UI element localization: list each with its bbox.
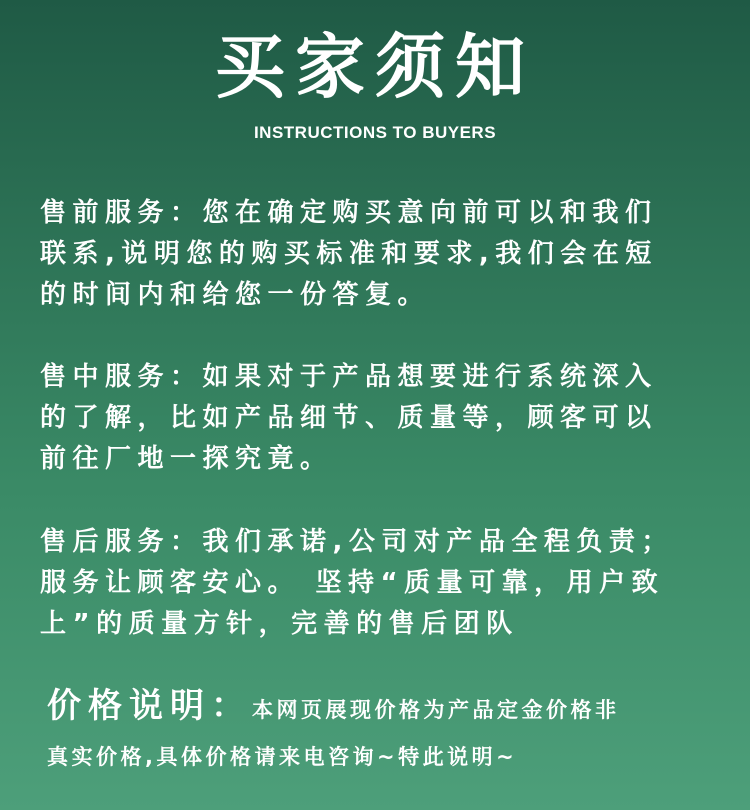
pre-sale-line-2: 联系,说明您的购买标准和要求,我们会在短 [40,239,658,269]
pre-sale-section [40,193,720,316]
price-heading: 价格说明： [47,686,252,726]
in-sale-section [40,357,720,480]
page-subtitle: INSTRUCTIONS TO BUYERS [253,123,497,142]
price-text-2: 真实价格,具体价格请来电咨询~特此说明~ [47,745,518,769]
after-sale-line-1: 售后服务：我们承诺,公司对产品全程负责； [40,527,674,557]
price-text-1: 本网页展现价格为产品定金价格非 [252,698,620,722]
after-sale-section [40,522,720,645]
page-title: 买家须知 [215,26,535,108]
price-row-1 [47,683,737,735]
in-sale-line-1: 售中服务：如果对于产品想要进行系统深入 [40,362,658,392]
price-section [47,683,737,776]
in-sale-line-3: 前往厂地一探究竟。 [40,444,333,474]
after-sale-line-2: 服务让顾客安心。 坚持“质量可靠，用户致 [40,568,665,598]
after-sale-line-3: 上”的质量方针，完善的售后团队 [40,609,519,639]
pre-sale-line-3: 的时间内和给您一份答复。 [40,280,431,310]
pre-sale-line-1: 售前服务：您在确定购买意向前可以和我们 [40,198,658,228]
in-sale-line-2: 的了解，比如产品细节、质量等，顾客可以 [40,403,658,433]
